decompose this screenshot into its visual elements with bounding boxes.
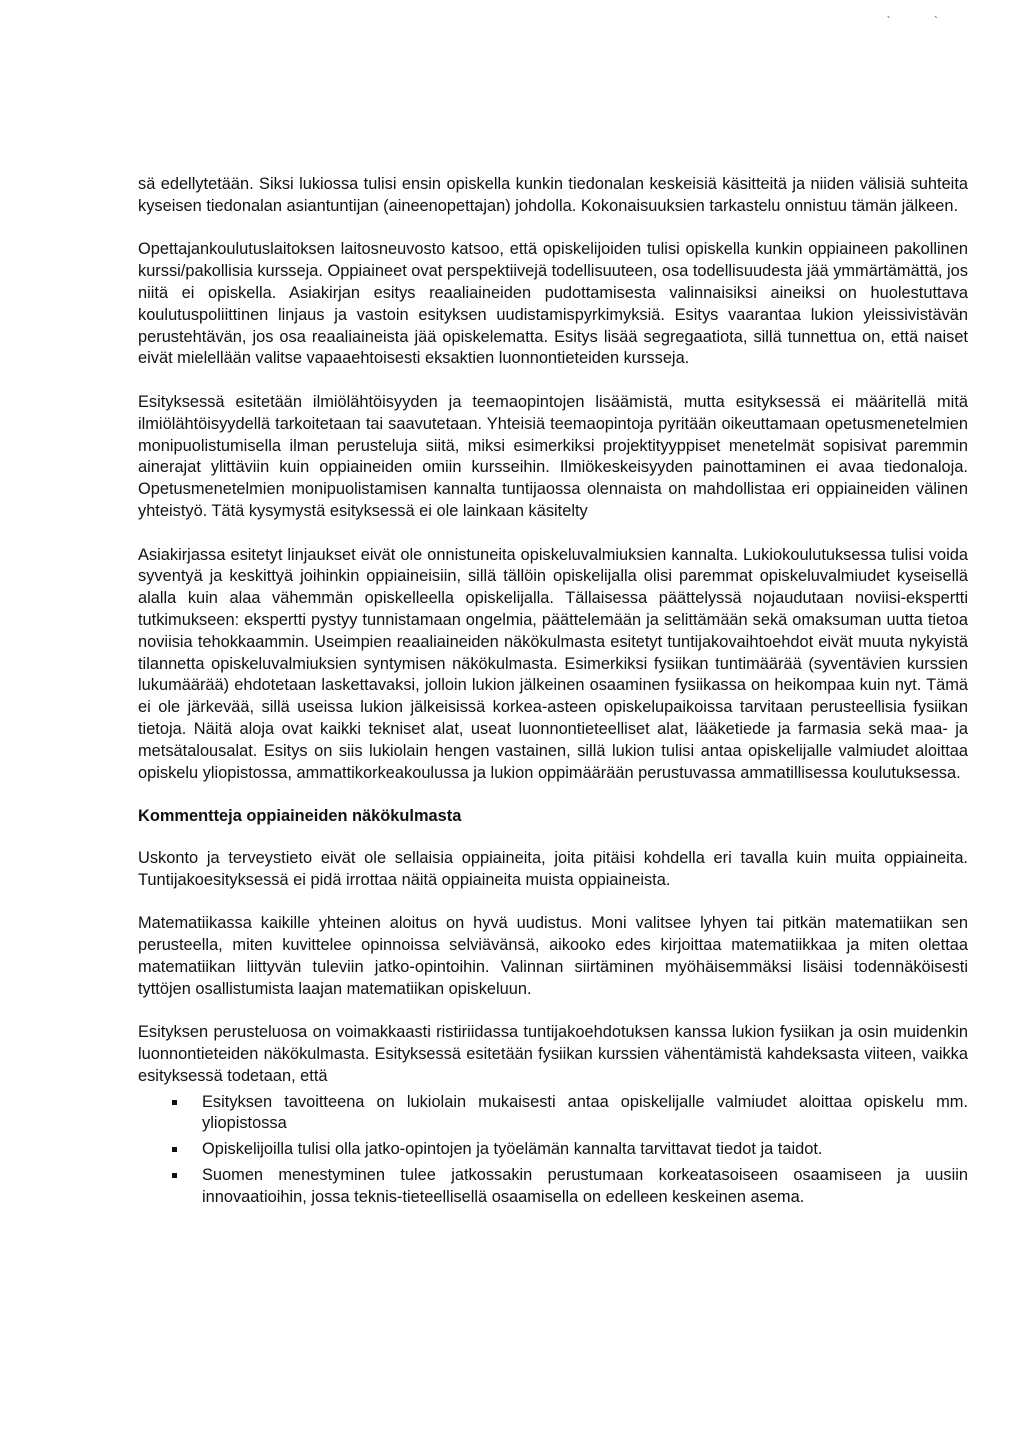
- square-bullet-icon: [172, 1147, 177, 1152]
- section-paragraph-2: Matematiikassa kaikille yhteinen aloitus on hyvä uudistus. Moni valitsee lyhyen tai pitkän matematiikan sen perusteella, miten kuvittelee opinnoissa selviävänsä, aikooko edes kirjoittaa matematiikkaa ja miten olettaa matematiikan liittyvän tuleviin jatko-opintoihin. Valinnan siirtäminen myöhäisemmäksi lisäisi todennäköisesti tyttöjen osallistumista laajan matematiikan opiskeluun.: [138, 914, 968, 998]
- paragraph-4: Asiakirjassa esitetyt linjaukset eivät ole onnistuneita opiskeluvalmiuksien kannalta. Lukiokoulutuksessa tulisi voida syventyä ja keskittyä joihinkin oppiaineisiin, sillä tällöin opiskelijalla olisi paremmat opiskeluvalmiudet kyseisellä alalla kuin alaa vähemmän opiskelleella opiskelijalla. Tällaisessa päättelyssä nojaudutaan noviisi-ekspertti tutkimukseen: ekspertti pystyy tunnistamaan ongelmia, päättelemään ja selittämään sekä omaksuman uutta tietoa noviisia tehokkaammin. Useimpien reaaliaineiden näkökulmasta esitetyt tuntijakovaihtoehdot eivät muuta nykyistä tilannetta opiskeluvalmiuksien syntymisen näkökulmasta. Esimerkiksi fysiikan tuntimäärää (syventävien kurssien lukumäärää) ehdotetaan laskettavaksi, jolloin lukion jälkeinen osaaminen fysiikassa on heikompaa kuin nyt. Tämä ei ole järkevää, sillä useissa lukion jälkeisissä korkea-asteen opiskelupaikoissa tarvitaan perusteellisia fysiikan tietoja. Näitä aloja ovat kaikki tekniset alat, useat luonnontieteelliset alat, lääketiede ja farmasia sekä maa- ja metsätalousalat. Esitys on siis lukiolain hengen vastainen, sillä lukion tulisi antaa opiskelijalle valmiudet aloittaa opiskelu yliopistossa, ammattikorkeakoulussa ja lukion oppimäärään perustuvassa ammatillisessa koulutuksessa.: [138, 545, 968, 782]
- square-bullet-icon: [172, 1173, 177, 1178]
- list-item: [138, 1139, 968, 1161]
- square-bullet-icon: [172, 1100, 177, 1105]
- list-item-text: Esityksen tavoitteena on lukiolain mukaisesti antaa opiskelijalle valmiudet aloittaa opiskelu mm. yliopistossa: [202, 1092, 968, 1133]
- document-body: [138, 174, 968, 1213]
- section-paragraph-3: Esityksen perusteluosa on voimakkaasti ristiriidassa tuntijakoehdotuksen kanssa lukion fysiikan ja osin muidenkin luonnontieteiden näkökulmasta. Esityksessä esitetään fysiikan kurssien vähentämistä kahdeksasta viiteen, vaikka esityksessä todetaan, että: [138, 1023, 968, 1085]
- bullet-list: [138, 1092, 968, 1209]
- list-item-text: Opiskelijoilla tulisi olla jatko-opintojen ja työelämän kannalta tarvittavat tiedot ja taidot.: [202, 1140, 823, 1159]
- scan-marks: ` `: [886, 14, 958, 28]
- list-item: [138, 1165, 968, 1209]
- list-item-text: Suomen menestyminen tulee jatkossakin perustumaan korkeatasoiseen osaamiseen ja uusiin innovaatioihin, jossa teknis-tieteellisellä osaamisella on edelleen keskeinen asema.: [202, 1166, 968, 1206]
- paragraph-1: sä edellytetään. Siksi lukiossa tulisi ensin opiskella kunkin tiedonalan keskeisiä käsitteitä ja niiden välisiä suhteita kyseisen tiedonalan asiantuntijan (aineenopettajan) johdolla. Kokonaisuuksien tarkastelu onnistuu tämän jälkeen.: [138, 175, 968, 215]
- paragraph-2: Opettajankoulutuslaitoksen laitosneuvosto katsoo, että opiskelijoiden tulisi opiskella kunkin oppiaineen pakollinen kurssi/pakollisia kursseja. Oppiaineet ovat perspektiivejä todellisuuteen, osa todellisuudesta jää ymmärtämättä, jos niitä ei opiskella. Asiakirjan esitys reaaliaineiden pudottamisesta valinnaisiksi aineiksi on huolestuttava koulutuspoliittinen linjaus ja vastoin esityksen uudistamispyrkimyksiä. Esitys vaarantaa lukion yleissivistävän perustehtävän, jos osa reaaliaineista jää opiskelematta. Esitys lisää segregaatiota, sillä tunnettua on, että naiset eivät mielellään valitse vapaaehtoisesti eksaktien luonnontieteiden kursseja.: [138, 240, 968, 368]
- list-item: [138, 1092, 968, 1136]
- section-paragraph-1: Uskonto ja terveystieto eivät ole sellaisia oppiaineita, joita pitäisi kohdella eri tavalla kuin muita oppiaineita. Tuntijakoesityksessä ei pidä irrottaa näitä oppiaineita muista oppiaineista.: [138, 848, 968, 889]
- paragraph-3: Esityksessä esitetään ilmiölähtöisyyden ja teemaopintojen lisäämistä, mutta esityksessä ei määritellä mitä ilmiölähtöisyydellä tarkoitetaan tai saavutetaan. Yhteisiä teemaopintoja pyritään oikeuttamaan opetusmenetelmien monipuolistumisella ilman perusteluja siitä, miksi esimerkiksi projektityyppiset menetelmät sopisivat paremmin ainerajat ylittäviin kuin oppiaineiden omiin kursseihin. Ilmiökeskeisyyden painottaminen ei avaa tiedonaloja. Opetusmenetelmien monipuolistamisen kannalta tuntijaossa olennaista on mahdollistaa eri oppiaineiden välinen yhteistyö. Tätä kysymystä esityksessä ei ole lainkaan käsitelty: [138, 392, 968, 520]
- section-heading: Kommentteja oppiaineiden näkökulmasta: [138, 807, 462, 826]
